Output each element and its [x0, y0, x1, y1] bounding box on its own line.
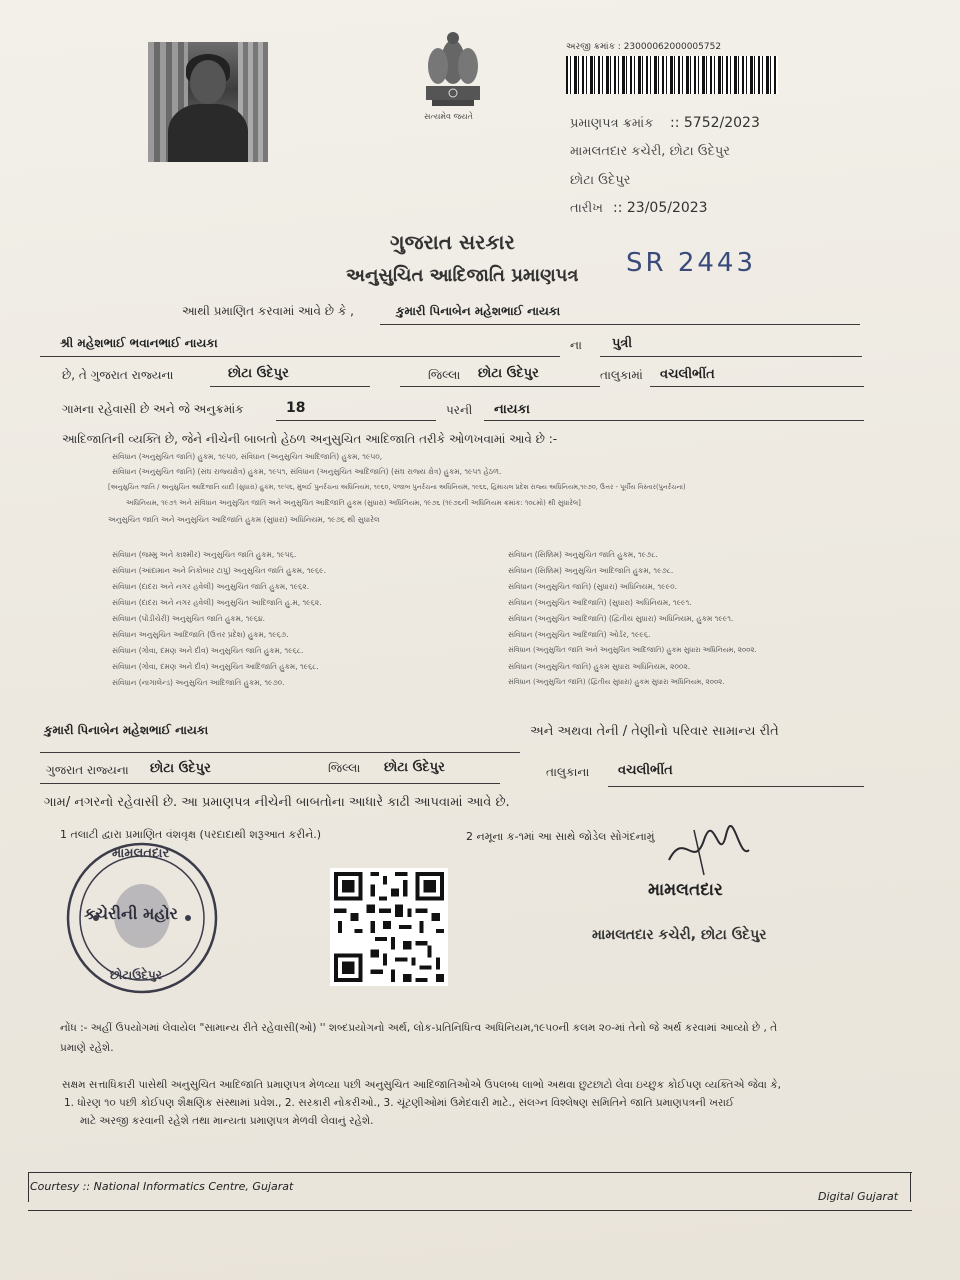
seal-middle-text: કચેરીની મહોર: [84, 904, 178, 923]
signatory-office: મામલતદાર કચેરી, છોટા ઉદેપુર: [592, 927, 767, 943]
order-right: સંવિધાન (અનુસુચિત આદિજાતિ) ઓર્ડર, ૧૯૯૬.: [508, 630, 651, 639]
state-label: ગુજરાત રાજ્યના: [46, 763, 129, 777]
district-value-2: છોટા ઉદેપુર: [478, 366, 539, 381]
order-left: સંવિધાન (નાગાલેન્ડ) અનુસુચિત આદિજાતિ હુકમ, ૧૯૭૦.: [112, 678, 285, 687]
order-right: સંવિધાન (અનુસુચિત આદિજાતિ) (દ્વિતીય સુધારા) અધિનિયમ, હુકમ ૧૯૯૧.: [508, 614, 734, 623]
office-line2: છોટા ઉદેપુર: [570, 173, 631, 188]
handwritten-reference: SR 2443: [626, 248, 757, 278]
para-line-3: માટે અરજી કરવાની રહેશે તથા માન્યતા પ્રમાણપત્ર મેળવી લેવાનું રહેશે.: [80, 1115, 374, 1127]
order-line: [અનુસુચિત જાતિ / અનુસુચિત આદિજાતિ યાદી (સુધારા) હુકમ, ૧૯૫૬, મુંબઈ પુનર્રચના અધિનિયમ, ૧૯૬૦, પંજાબ પુનર્રચના અધિનિયમ, ૧૯૬૬, હિમાચલ પ્રદેશ રાજ્ય અધિનિયમ,૧૯૭૦, ઉત્તર - પૂર્વીય વિસ્તાર(પુનર્રચના): [108, 483, 686, 491]
state-text: છે, તે ગુજરાત રાજ્યના: [62, 368, 174, 382]
relation: પુત્રી: [612, 336, 633, 351]
father-name: શ્રી મહેશભાઈ ભવાનભાઈ નાયકા: [60, 336, 218, 350]
application-number: અરજી ક્રમાંક : 23000062000005752: [566, 42, 722, 52]
order-left: સંવિધાન (દાદરા અને નગર હવેલી) અનુસુચિત આદિજાતિ હુ.મ, ૧૯૬૨.: [112, 598, 322, 607]
res-district-value: છોટા ઉદેપુર: [150, 761, 211, 776]
certify-text: આથી પ્રમાણિત કરવામાં આવે છે કે ,: [182, 304, 354, 318]
applicant-name: કુમારી પિનાબેન મહેશભાઈ નાયકા: [396, 304, 561, 318]
tribe-text: આદિજાતિની વ્યક્તિ છે, જેને નીચેની બાબતો હેઠળ અનુસુચિત આદિજાતિ તરીકે ઓળખવામાં આવે છે :-: [62, 432, 558, 446]
order-right: સંવિધાન (અનુસુચિત જાતિ) હુકમ સુધારા અધિનિયમ, ૨૦૦૨.: [508, 662, 691, 671]
district-label: જિલ્લા: [428, 368, 461, 382]
order-right: સંવિધાન (સિક્કિમ) અનુસુચિત જાતિ હુકમ, ૧૯૭૮.: [508, 550, 658, 559]
relation-prefix: ના: [570, 338, 582, 352]
taluka-value: વચલીભીંત: [660, 367, 715, 382]
order-left: સંવિધાન (પોંડીચેરી) અનુસુચિત જાતિ હુકમ, ૧૯૬૪.: [112, 614, 266, 623]
order-right: સંવિધાન (અનુસુચિત જાતિ) (દ્વિતીય સુધારા) હુકમ સુધારા અધિનિયમ, ૨૦૦૨.: [508, 678, 725, 686]
order-left: સંવિધાન (આંદામાન અને નિકોબાર ટાપુ) અનુસુચિત જાતિ હુકમ, ૧૯૬૯.: [112, 566, 326, 575]
closing-text: ગામ/ નગરનો રહેવાસી છે. આ પ્રમાણપત્ર નીચેની બાબતોના આધારે કાઢી આપવામાં આવે છે.: [44, 795, 510, 810]
order-line: સંવિધાન (અનુસુચિત જાતિ) હુકમ, ૧૯૫૦, સંવિધાન (અનુસુચિત આદિજાતિ) હુકમ, ૧૯૫૦,: [112, 452, 383, 461]
para-line-2: 1. ધોરણ ૧૦ પછી કોઈપણ શૈક્ષણિક સંસ્થામાં પ્રવેશ., 2. સરકારી નોકરીઓ., 3. ચૂંટણીઓમાં ઉમેદવારી માટે., સંલગ્ન વિશ્લેષણ સમિતિને જાતિ પ્રમાણપત્રની ખરાઈ: [64, 1097, 734, 1109]
order-right: સંવિધાન (અનુસુચિત જાતિ અને અનુસુચિત આદિજાતિ) હુકમ સુધારા અધિનિયમ, ૨૦૦૨.: [508, 646, 757, 654]
order-right: સંવિધાન (અનુસુચિત જાતિ) (સુધારા) અધિનિયમ, ૧૯૯૦.: [508, 582, 677, 591]
para-line-1: સક્ષમ સત્તાધિકારી પાસેથી અનુસુચિત આદિજાતિ પ્રમાણપત્ર મેળવ્યા પછી અનુસુચિત આદિજાતિઓએ ઉપલબ્ધ લાભો અથવા છુટછાટો લેવા ઇચ્છુક કોઈપણ વ્યક્તિએ જેવા કે,: [62, 1079, 781, 1091]
note-line-1: નોંધ :- અહીં ઉપયોગમાં લેવાયેલ "સામાન્ય રીતે રહેવાસી(ઓ) '' શબ્દપ્રયોગનો અર્થ, લોક-પ્રતિનિધિત્વ અધિનિયમ,૧૯૫૦ની કલમ ૨૦-માં તેનો જે અર્થ કરવામાં આવ્યો છે , તે: [60, 1022, 778, 1034]
order-left: સંવિધાન (જમ્મુ અને કાશ્મીર) અનુસુચિત જાતિ હુકમ, ૧૯૫૬.: [112, 550, 297, 559]
order-left: સંવિધાન અનુસુચિત આદિજાતિ (ઉત્તર પ્રદેશ) હુકમ, ૧૯૬૭.: [112, 630, 289, 639]
village-text: ગામના રહેવાસી છે અને જે અનુક્રમાંક: [62, 402, 244, 416]
serial-suffix: પરની: [446, 403, 473, 417]
order-left: સંવિધાન (ગોવા, દમણ અને દીવ) અનુસુચિત જાતિ હુકમ, ૧૯૬૮.: [112, 646, 304, 655]
basis-item-1: 1 તલાટી દ્વારા પ્રમાણિત વંશવૃક્ષ (પરદાદાથી શરૂઆત કરીને.): [60, 828, 322, 841]
date-label: તારીખ: [570, 201, 603, 216]
cert-no: :: 5752/2023: [670, 115, 760, 131]
signature-icon: [664, 820, 754, 880]
footer-brand: Digital Gujarat: [818, 1190, 899, 1203]
caste-name: નાયકા: [494, 402, 530, 417]
order-line: અધિનિયમ, ૧૯૭૧ અને સંવિધાન અનુસુચિત જાતિ અને અનુસુચિત આદિજાતિ હુકમ (સુધારા) અધિનિયમ, ૧૯૭૬ (૧૯૭૬ની અધિનિયમ ક્રમાંક: ૧૦૮મો) થી સુધારેલ]: [126, 499, 581, 507]
order-left: સંવિધાન (ગોવા, દમણ અને દીવ) અનુસુચિત આદિજાતિ હુકમ, ૧૯૬૮.: [112, 662, 319, 671]
footer-courtesy: Courtesy :: National Informatics Centre, Gujarat: [30, 1180, 294, 1193]
cert-no-label: પ્રમાણપત્ર ક્રમાંક: [570, 116, 654, 131]
order-line: અનુસુચિત જાતિ અને અનુસુચિત આદિજાતિ હુકમ (સુધારા) અધિનિયમ, ૧૯૭૬ થી સુધારેલ: [108, 515, 380, 524]
applicant-photo: [148, 42, 268, 162]
res-district-label: જિલ્લા: [328, 761, 361, 775]
barcode: [566, 56, 778, 94]
resident-name: કુમારી પિનાબેન મહેશભાઈ નાયકા: [44, 723, 209, 737]
cert-date: :: 23/05/2023: [613, 200, 708, 216]
govt-title: ગુજરાત સરકાર: [390, 230, 515, 254]
serial-number: 18: [286, 400, 306, 416]
taluka-label: તાલુકામાં: [600, 368, 643, 382]
res-district-value-2: છોટા ઉદેપુર: [384, 760, 445, 775]
qr-code: [330, 868, 448, 986]
cert-title: અનુસુચિત આદિજાતિ પ્રમાણપત્ર: [346, 265, 579, 286]
signatory-title: મામલતદાર: [648, 880, 723, 900]
family-text: અને અથવા તેની / તેણીનો પરિવાર સામાન્ય રીતે: [530, 724, 779, 739]
res-taluka-value: વચલીભીંત: [618, 763, 673, 778]
order-line: સંવિધાન (અનુસુચિત જાતિ) (સંઘ રાજ્યક્ષેત્ર) હુકમ, ૧૯૫૧, સંવિધાન (અનુસુચિત આદિજાતિ) (સંઘ રાજ્ય ક્ષેત્ર) હુકમ, ૧૯૫૧ હેઠળ.: [112, 467, 502, 476]
note-line-2: પ્રમાણે રહેશે.: [60, 1042, 114, 1054]
district-value: છોટા ઉદેપુર: [228, 366, 289, 381]
office-line1: મામલતદાર કચેરી, છોટા ઉદેપુર: [570, 144, 731, 159]
seal-bottom-text: છોટાઉદેપુર: [110, 968, 162, 982]
order-left: સંવિધાન (દાદરા અને નગર હવેલી) અનુસુચિત જાતિ હુકમ, ૧૯૬૨.: [112, 582, 310, 591]
emblem-motto: સત્યમેવ જયતે: [424, 112, 473, 121]
seal-top-text: મામલતદાર: [112, 846, 170, 861]
order-right: સંવિધાન (સિક્કિમ) અનુસુચિત આદિજાતિ હુકમ, ૧૯૭૮.: [508, 566, 674, 575]
basis-item-2: 2 નમૂના ક-૧માં આ સાથે જોડેલ સોગંદનામું: [466, 830, 655, 843]
res-taluka-label: તાલુકાના: [546, 765, 590, 779]
order-right: સંવિધાન (અનુસુચિત આદિજાતિ) (સુધારા) અધિનિયમ, ૧૯૯૧.: [508, 598, 692, 607]
